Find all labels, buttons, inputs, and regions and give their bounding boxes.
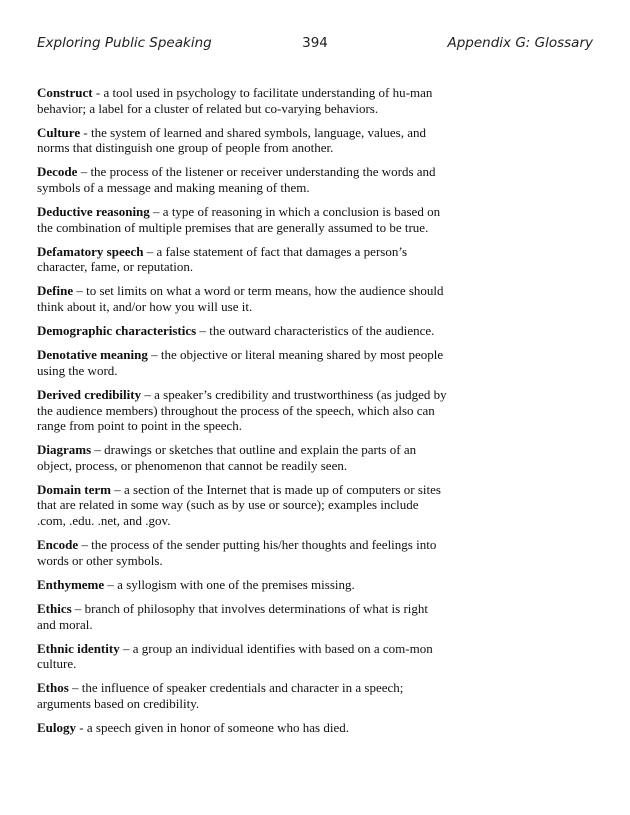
glossary-entry [37, 442, 447, 473]
glossary-definition: a speaker’s credibility and trustworthiness (as judged by the audience members) throughout the process of the speech, which also can range from point to point in the speech. [37, 386, 447, 434]
term-separator: – [91, 442, 105, 458]
glossary-term: Ethics [37, 600, 72, 616]
glossary-definition: a syllogism with one of the premises missing. [117, 576, 355, 592]
glossary-term: Decode [37, 164, 78, 180]
term-separator: – [111, 481, 125, 497]
term-separator: - [80, 124, 91, 140]
glossary-term: Domain term [37, 481, 112, 497]
glossary-entry [37, 720, 447, 736]
glossary-definition: the influence of speaker credentials and character in a speech; arguments based on credibility. [37, 680, 404, 711]
glossary-definition: drawings or sketches that outline and explain the parts of an object, process, or phenomenon that cannot be readily seen. [37, 442, 417, 473]
glossary-term: Ethnic identity [37, 640, 120, 656]
glossary-term: Defamatory speech [37, 243, 144, 259]
glossary-definition: the objective or literal meaning shared by most people using the word. [37, 347, 444, 378]
term-separator: – [147, 347, 161, 363]
glossary-term: Denotative meaning [37, 347, 148, 363]
glossary-definition: the system of learned and shared symbols, language, values, and norms that distinguish one group of people from another. [37, 124, 426, 156]
glossary-entry [37, 680, 447, 711]
glossary-entry [37, 537, 447, 568]
glossary-entry [37, 387, 447, 434]
term-separator: – [196, 323, 210, 339]
term-separator: – [119, 640, 133, 656]
glossary-term: Construct [37, 85, 93, 100]
page-number: 394 [302, 35, 328, 51]
glossary-term: Demographic characteristics [37, 323, 197, 339]
glossary-list [37, 85, 447, 744]
page-header [37, 35, 593, 55]
term-separator: - [76, 720, 87, 735]
glossary-definition: a tool used in psychology to facilitate understanding of hu-man behavior; a label for a cluster of related but co-varying behaviors. [37, 85, 433, 116]
glossary-term: Ethos [37, 680, 69, 696]
glossary-definition: a type of reasoning in which a conclusion is based on the combination of multiple premises that are generally assumed to be true. [37, 204, 441, 235]
term-separator: - [92, 85, 104, 100]
glossary-definition: to set limits on what a word or term means, how the audience should think about it, and/or how you will use it. [37, 283, 444, 315]
glossary-definition: the process of the listener or receiver understanding the words and symbols of a message and making meaning of them. [37, 164, 436, 195]
glossary-definition: a speech given in honor of someone who has died. [86, 720, 349, 735]
section-title: Appendix G: Glossary [447, 35, 593, 51]
glossary-entry [37, 577, 447, 593]
glossary-term: Culture [37, 124, 81, 140]
glossary-term: Eulogy [37, 720, 77, 735]
glossary-term: Derived credibility [37, 386, 142, 402]
glossary-entry [37, 641, 447, 672]
term-separator: – [149, 204, 163, 220]
glossary-entry [37, 125, 447, 156]
glossary-definition: branch of philosophy that involves determinations of what is right and moral. [37, 600, 429, 632]
glossary-entry [37, 204, 447, 235]
book-title: Exploring Public Speaking [37, 35, 212, 51]
term-separator: – [77, 164, 91, 180]
glossary-term: Encode [37, 537, 79, 553]
glossary-entry [37, 283, 447, 314]
term-separator: – [78, 537, 92, 553]
term-separator: – [104, 576, 118, 592]
glossary-definition: a group an individual identifies with based on a com-mon culture. [37, 640, 433, 672]
glossary-definition: a section of the Internet that is made up of computers or sites that are related in some way (such as by use or source); examples include .com, .edu. .net, and .gov. [37, 481, 441, 529]
glossary-entry [37, 347, 447, 378]
glossary-term: Diagrams [37, 442, 92, 458]
term-separator: – [68, 680, 82, 696]
glossary-entry [37, 601, 447, 632]
glossary-term: Deductive reasoning [37, 204, 150, 220]
glossary-entry [37, 164, 447, 195]
glossary-definition: the outward characteristics of the audience. [209, 323, 435, 339]
glossary-entry [37, 85, 447, 116]
term-separator: – [71, 600, 85, 616]
glossary-definition: the process of the sender putting his/her thoughts and feelings into words or other symbols. [37, 537, 437, 568]
term-separator: – [143, 243, 157, 259]
glossary-entry [37, 244, 447, 275]
glossary-entry [37, 482, 447, 529]
term-separator: – [141, 386, 155, 402]
glossary-entry [37, 323, 447, 339]
glossary-definition: a false statement of fact that damages a person’s character, fame, or reputation. [37, 243, 408, 275]
glossary-term: Enthymeme [37, 576, 105, 592]
term-separator: – [73, 283, 87, 299]
glossary-term: Define [37, 283, 74, 299]
